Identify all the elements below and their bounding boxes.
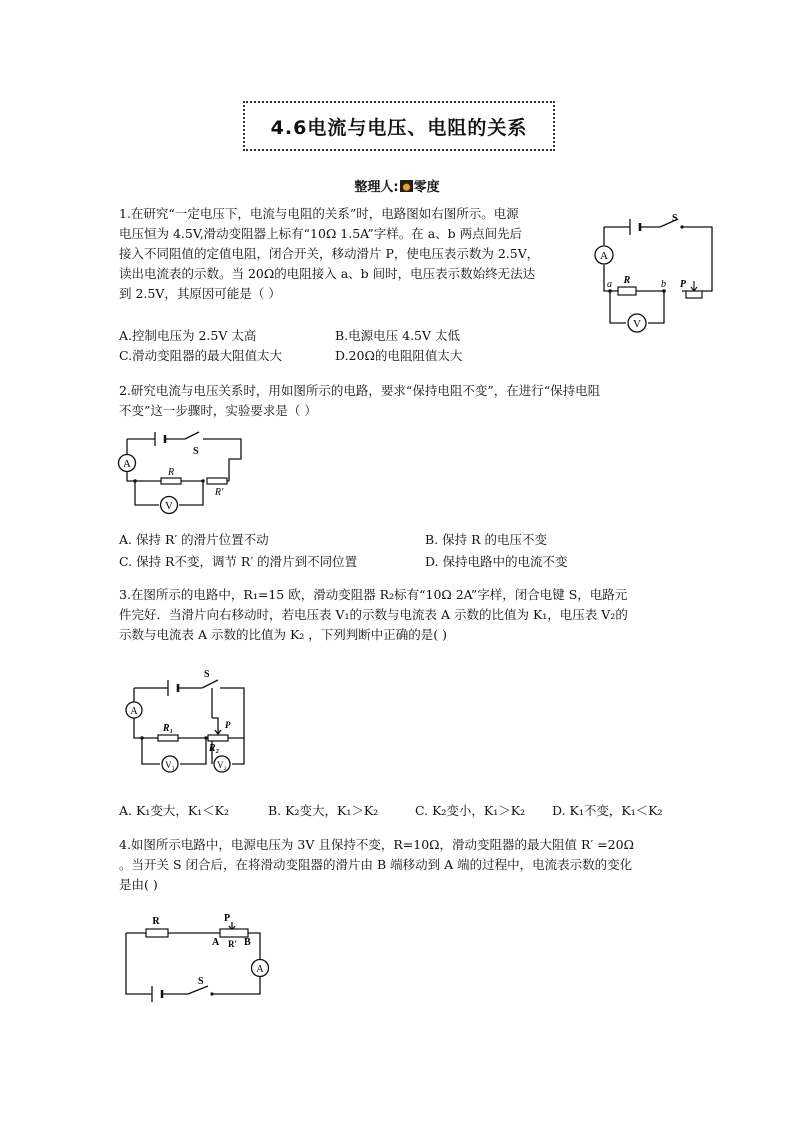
q1-circuit-diagram — [590, 205, 720, 337]
q3-v2-label: V₂ — [217, 760, 227, 770]
q1-line: 读出电流表的示数。当 20Ω的电阻接入 a、b 间时，电压表示数始终无法达 — [119, 266, 536, 281]
author-name: 零度 — [413, 180, 440, 195]
q1-rheostat-icon — [686, 291, 702, 298]
q3-option-b: B. K₂变大，K₁＞K₂ — [268, 803, 379, 818]
q2-option-a: A. 保持 R′ 的滑片位置不动 — [119, 532, 269, 547]
question-2-text — [119, 381, 679, 421]
q1-point-a-label: a — [607, 279, 612, 290]
q4-slider-label: P — [224, 913, 231, 924]
q4-line: 是由( ) — [119, 877, 158, 892]
q2-switch-label: S — [193, 446, 199, 457]
q2-voltmeter-label: V — [165, 500, 173, 512]
question-3-text — [119, 585, 689, 645]
q1-line: 到 2.5V，其原因可能是（ ） — [119, 286, 281, 301]
q3-r2-icon — [208, 735, 228, 741]
q4-resistor-icon — [146, 929, 168, 937]
q3-line: 示数与电流表 A 示数的比值为 K₂ ，下列判断中正确的是( ) — [119, 627, 447, 642]
q3-v1-label: V₁ — [165, 760, 175, 770]
q3-r1-label: R₁ — [162, 723, 174, 734]
q4-end-b-label: B — [244, 937, 251, 948]
q1-option-a: A.控制电压为 2.5V 太高 — [119, 328, 257, 343]
q2-option-b: B. 保持 R 的电压不变 — [425, 532, 547, 547]
q2-option-d: D. 保持电路中的电流不变 — [425, 554, 568, 569]
q1-point-b-label: b — [661, 279, 666, 290]
q3-option-a: A. K₁变大，K₁＜K₂ — [119, 803, 230, 818]
q4-circuit-diagram — [122, 912, 272, 1004]
q1-option-c: C.滑动变阻器的最大阻值太大 — [119, 348, 283, 363]
q1-slider-label: P — [679, 279, 686, 290]
q1-option-d: D.20Ω的电阻阻值太大 — [335, 348, 463, 363]
q1-line: 接入不同阻值的定值电阻，闭合开关，移动滑片 P，使电压表示数为 2.5V， — [119, 246, 540, 261]
question-1-text — [119, 204, 589, 304]
q4-line: 4.如图所示电路中，电源电压为 3V 且保持不变，R=10Ω，滑动变阻器的最大阻值 R′ =20Ω — [119, 837, 634, 852]
q2-ammeter-label: A — [123, 458, 131, 470]
q2-circuit-diagram — [115, 430, 245, 518]
q4-rheostat-label: R′ — [228, 939, 238, 949]
q1-resistor-label: R — [623, 275, 631, 286]
q2-option-c: C. 保持 R不变，调节 R′ 的滑片到不同位置 — [119, 554, 358, 569]
q3-circuit-diagram — [122, 668, 252, 776]
q1-resistor-icon — [618, 287, 636, 295]
q2-rheostat-label: R′ — [214, 487, 224, 498]
q1-line: 电压恒为 4.5V,滑动变阻器上标有“10Ω 1.5A”字样。在 a、b 两点间先后 — [119, 226, 523, 241]
question-4-text — [119, 835, 689, 895]
q4-ammeter-label: A — [256, 964, 264, 975]
author-line — [0, 176, 794, 195]
q4-resistor-label: R — [152, 916, 160, 927]
q1-voltmeter-label: V — [633, 318, 641, 330]
q2-resistor-label: R — [167, 467, 175, 478]
author-prefix: 整理人: — [354, 180, 399, 195]
q3-r1-icon — [158, 735, 178, 741]
q2-resistor-icon — [161, 478, 181, 484]
q4-end-a-label: A — [212, 937, 220, 948]
q2-rheostat-icon — [207, 478, 227, 484]
q3-line: 3.在图所示的电路中，R₁=15 欧，滑动变阻器 R₂标有“10Ω 2A”字样，闭合电键 S，电路元 — [119, 587, 628, 602]
q1-switch-label: S — [672, 213, 678, 224]
q3-option-d: D. K₁不变，K₁＜K₂ — [552, 803, 663, 818]
q1-line: 1.在研究“一定电压下，电流与电阻的关系”时，电路图如右图所示。电源 — [119, 206, 519, 221]
author-avatar-icon — [400, 180, 413, 192]
q1-ammeter-label: A — [600, 250, 608, 262]
q2-line: 2.研究电流与电压关系时，用如图所示的电路，要求“保持电阻不变”，在进行“保持电阻 — [119, 383, 601, 398]
q4-rheostat-icon — [220, 929, 248, 937]
q2-line: 不变”这一步骤时，实验要求是（ ） — [119, 403, 317, 418]
q3-switch-label: S — [204, 669, 210, 680]
q3-r2-label: R₂ — [208, 743, 220, 754]
q4-switch-label: S — [198, 976, 204, 987]
q3-line: 件完好．当滑片向右移动时，若电压表 V₁的示数与电流表 A 示数的比值为 K₁，电压表 V₂的 — [119, 607, 628, 622]
q3-option-c: C. K₂变小，K₁＞K₂ — [415, 803, 526, 818]
q3-slider-label: P — [225, 720, 231, 730]
page-title: 4.6电流与电压、电阻的关系 — [243, 101, 555, 151]
q3-ammeter-label: A — [130, 706, 138, 717]
q1-option-b: B.电源电压 4.5V 太低 — [335, 328, 461, 343]
q4-line: 。当开关 S 闭合后，在将滑动变阻器的滑片由 B 端移动到 A 端的过程中，电流表示数的变化 — [119, 857, 633, 872]
